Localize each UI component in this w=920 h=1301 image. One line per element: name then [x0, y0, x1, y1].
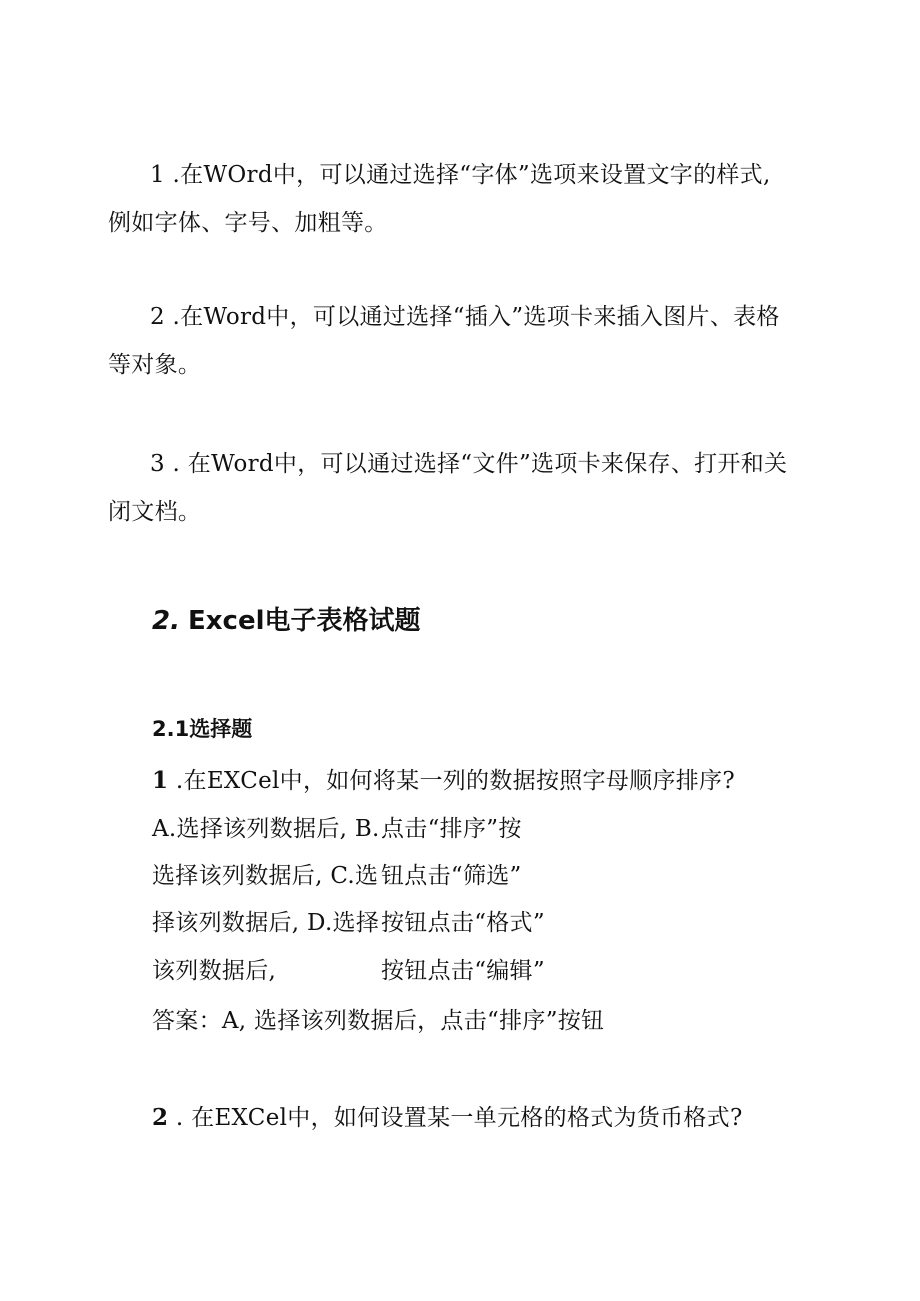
word-item-2-line-2: 等对象。 — [108, 352, 202, 378]
word-item-3-line-2: 闭文档。 — [108, 499, 202, 525]
option-right-line-1: 点击“排序”按 — [381, 816, 522, 842]
option-right-line-4: 按钮点击“编辑” — [381, 958, 545, 984]
option-left-line-3: 择该列数据后, D.选择 — [152, 910, 380, 936]
subsection-heading: 2.1选择题 — [152, 717, 253, 741]
question-2 — [152, 1103, 743, 1133]
word-item-1-line-2: 例如字体、字号、加粗等。 — [108, 210, 388, 236]
option-right-line-2: 钮点击“筛选” — [381, 863, 522, 889]
word-item-2-line-1: 2 .在Word中，可以通过选择“插入”选项卡来插入图片、表格 — [150, 304, 780, 330]
question-1-number: 1 — [152, 767, 169, 794]
section-heading — [152, 604, 421, 638]
question-2-text: . 在EXCel中，如何设置某一单元格的格式为货币格式? — [168, 1105, 743, 1131]
word-item-1-line-1: 1 .在WOrd中，可以通过选择“字体”选项来设置文字的样式, — [150, 162, 771, 188]
option-right-line-3: 按钮点击“格式” — [381, 910, 545, 936]
question-2-number: 2 — [152, 1104, 169, 1131]
question-1-answer: 答案：A, 选择该列数据后，点击“排序”按钮 — [152, 1008, 605, 1034]
section-number: 2. — [152, 606, 180, 636]
question-1-text: .在EXCel中，如何将某一列的数据按照字母顺序排序? — [168, 768, 735, 794]
section-title: Excel电子表格试题 — [188, 606, 421, 636]
question-1 — [152, 766, 735, 796]
word-item-3-line-1: 3 . 在Word中，可以通过选择“文件”选项卡来保存、打开和关 — [150, 451, 788, 477]
option-left-line-4: 该列数据后, — [152, 958, 277, 984]
option-left-line-2: 选择该列数据后, C.选 — [152, 863, 379, 889]
option-left-line-1: A.选择该列数据后, B. — [152, 816, 380, 842]
